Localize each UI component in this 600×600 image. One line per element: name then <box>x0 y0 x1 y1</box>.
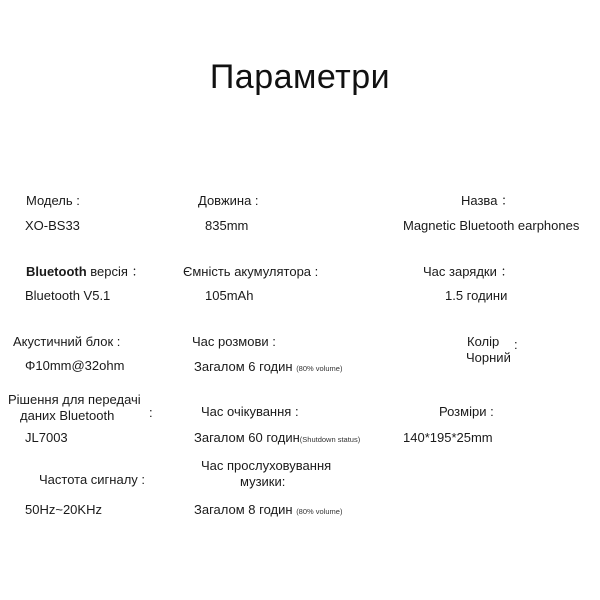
standby-note: (Shutdown status) <box>299 435 361 444</box>
bt-solution-colon: : <box>149 405 153 420</box>
charge-time-value: 1.5 години <box>445 288 508 303</box>
bt-version-value: Bluetooth V5.1 <box>25 288 111 303</box>
color-value: Чорний <box>466 350 511 365</box>
page-title: Параметри <box>209 58 391 96</box>
standby-label: Час очікування : <box>201 404 299 419</box>
model-value: XO-BS33 <box>25 218 80 233</box>
talk-time-note: (80% volume) <box>296 364 343 373</box>
model-label: Модель : <box>26 193 80 208</box>
bt-solution-label-line2: даних Bluetooth <box>20 408 115 423</box>
length-label: Довжина : <box>198 193 259 208</box>
battery-label: Ємність акумулятора : <box>183 264 319 279</box>
frequency-value: 50Hz~20KHz <box>25 502 102 517</box>
size-label: Розміри : <box>439 404 494 419</box>
frequency-label: Частота сигналу : <box>39 472 146 487</box>
color-label <box>467 334 499 349</box>
talk-time-label: Час розмови : <box>192 334 276 349</box>
music-time-note: (80% volume) <box>296 507 343 516</box>
music-time-label-line1: Час прослуховування <box>201 458 332 473</box>
acoustic-value: Φ10mm@32ohm <box>25 358 125 373</box>
battery-value: 105mAh <box>205 288 254 303</box>
name-label: Назва ： <box>461 193 515 208</box>
bt-version-label <box>26 264 145 279</box>
standby-value <box>194 430 360 447</box>
size-value: 140*195*25mm <box>403 430 493 445</box>
color-label-colon: : <box>514 337 518 352</box>
length-value: 835mm <box>205 218 249 233</box>
standby-value-main: Загалом 60 годин <box>194 430 300 445</box>
name-value: Magnetic Bluetooth earphones <box>403 218 580 233</box>
charge-time-label: Час зарядки ： <box>423 264 514 279</box>
bt-solution-value: JL7003 <box>25 430 68 445</box>
bt-version-label-rest: версія ： <box>86 264 145 279</box>
music-time-value-main: Загалом 8 годин <box>194 502 293 517</box>
bt-solution-label-line1: Рішення для передачі <box>8 392 141 407</box>
bt-version-label-bold: Bluetooth <box>26 264 87 279</box>
music-time-label-line2: музики: <box>240 474 286 489</box>
acoustic-label: Акустичний блок : <box>13 334 121 349</box>
talk-time-value <box>194 359 342 376</box>
music-time-value <box>194 502 342 519</box>
talk-time-value-main: Загалом 6 годин <box>194 359 293 374</box>
color-label-text: Колір <box>467 334 500 349</box>
